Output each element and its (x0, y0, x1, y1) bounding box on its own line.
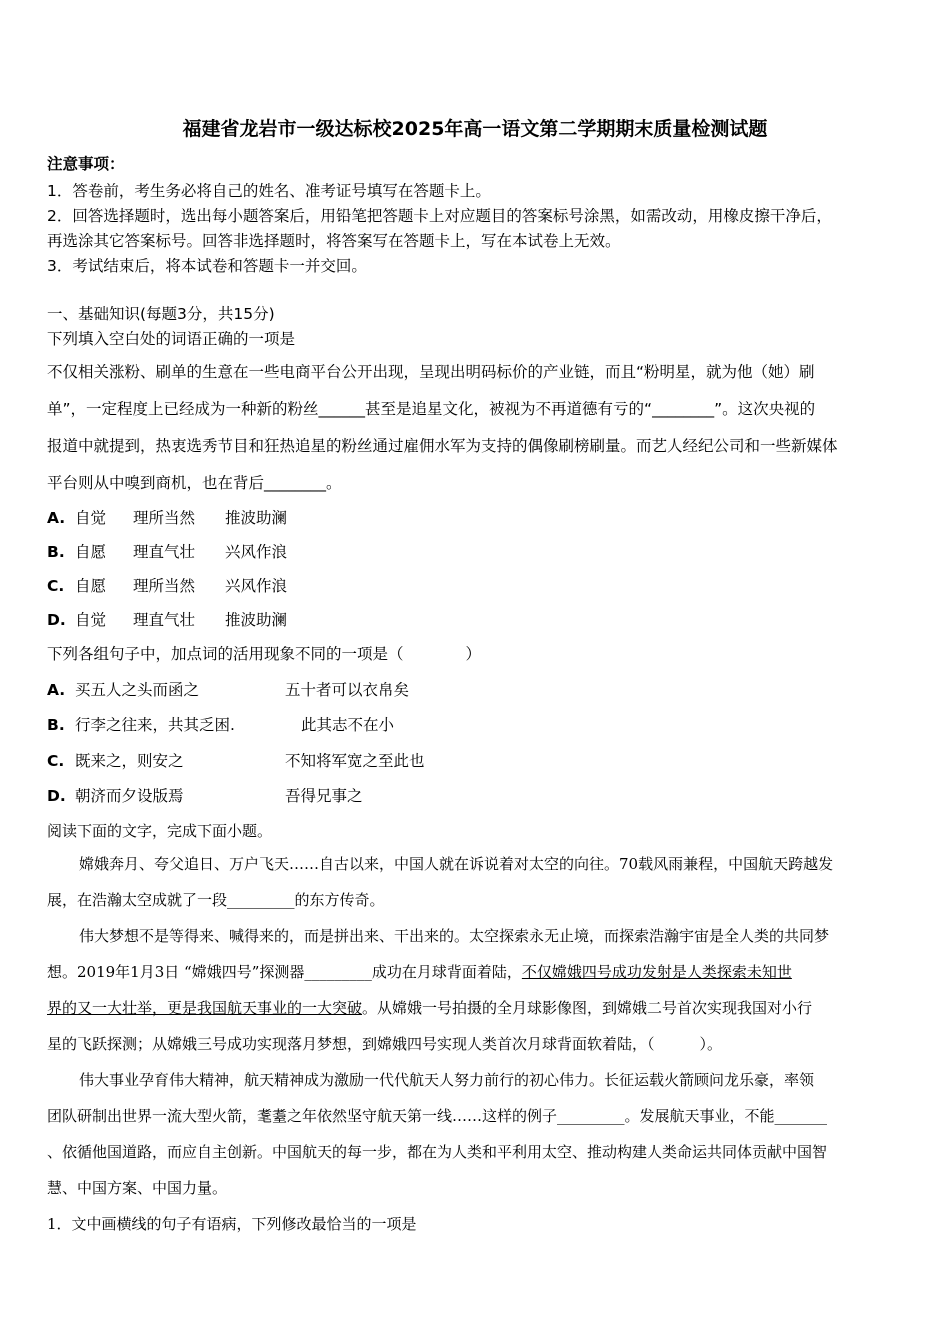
option-sentence: 此其志不在小 (301, 716, 395, 734)
option-sentence: 不知将军宽之至此也 (285, 752, 425, 770)
section-heading: 一、基础知识(每题3分，共15分) (47, 305, 275, 323)
option-a (47, 678, 409, 700)
reading-line: 展，在浩瀚太空成就了一段_________的东方传奇。 (47, 891, 385, 909)
reading-line: 伟大梦想不是等得来、喊得来的，而是拼出来、干出来的。太空探索永无止境，而探索浩瀚宇宙是全人类的共同梦 (79, 927, 830, 945)
option-word: 自愿 (75, 543, 107, 561)
reading-line: 团队研制出世界一流大型火箭，耄耋之年依然坚守航天第一线……这样的例子_________。发展航天事业，不能_______ (47, 1107, 828, 1125)
reading-text: 想。2019年1月3日 “嫦娥四号”探测器_________成功在月球背面着陆， (47, 963, 522, 981)
option-word: 推波助澜 (225, 509, 288, 527)
option-c (47, 749, 425, 771)
option-label: D. (47, 787, 66, 805)
option-sentence: 买五人之头而函之 (75, 681, 200, 699)
option-word: 理直气壮 (133, 543, 196, 561)
reading-intro: 阅读下面的文字，完成下面小题。 (47, 822, 273, 840)
option-b (47, 713, 394, 735)
passage-line: 报道中就提到，热衷选秀节目和狂热追星的粉丝通过雇佣水军为支持的偶像刷榜刷量。而艺人经纪公司和一些新媒体 (47, 437, 838, 455)
notice-item: 1．答卷前，考生务必将自己的姓名、准考证号填写在答题卡上。 (47, 182, 491, 200)
passage-line: 不仅相关涨粉、刷单的生意在一些电商平台公开出现，呈现出明码标价的产业链，而且“粉明星，就为他（她）刷 (47, 363, 815, 381)
option-d (47, 608, 287, 630)
notice-item: 2．回答选择题时，选出每小题答案后，用铅笔把答题卡上对应题目的答案标号涂黑，如需改动，用橡皮擦干净后， (47, 207, 832, 225)
option-label: B. (47, 543, 65, 561)
option-word: 兴风作浪 (225, 543, 288, 561)
option-sentence: 吾得兄事之 (285, 787, 363, 805)
reading-text: 。从嫦娥一号拍摄的全月球影像图，到嫦娥二号首次实现我国对小行 (362, 999, 813, 1017)
option-word: 推波助澜 (225, 611, 288, 629)
option-word: 理所当然 (133, 577, 196, 595)
passage-line: 单”，一定程度上已经成为一种新的粉丝______甚至是追星文化，被视为不再道德有亏的“________”。这次央视的 (47, 400, 816, 418)
option-word: 兴风作浪 (225, 577, 288, 595)
question-stem: 1．文中画横线的句子有语病，下列修改最恰当的一项是 (47, 1215, 417, 1233)
reading-line: 星的飞跃探测；从嫦娥三号成功实现落月梦想，到嫦娥四号实现人类首次月球背面软着陆，（ ）。 (47, 1035, 723, 1053)
question-stem: 下列填入空白处的词语正确的一项是 (47, 330, 296, 348)
option-sentence: 朝济而夕设版焉 (75, 787, 184, 805)
reading-line (47, 961, 792, 982)
underlined-sentence: 界的又一大壮举，更是我国航天事业的一大突破 (47, 999, 363, 1017)
option-a (47, 506, 287, 528)
notice-item: 再选涂其它答案标号。回答非选择题时，将答案写在答题卡上，写在本试卷上无效。 (47, 232, 621, 250)
underlined-sentence: 不仅嫦娥四号成功发射是人类探索未知世 (521, 963, 792, 981)
option-b (47, 540, 287, 562)
exam-title: 福建省龙岩市一级达标校2025年高一语文第二学期期末质量检测试题 (182, 118, 768, 140)
reading-line: 伟大事业孕育伟大精神，航天精神成为激励一代代航天人努力前行的初心伟力。长征运载火箭顾问龙乐豪，率领 (79, 1071, 815, 1089)
option-d (47, 784, 363, 806)
reading-line: 慧、中国方案、中国力量。 (47, 1179, 228, 1197)
option-label: A. (47, 509, 66, 527)
option-sentence: 五十者可以衣帛矣 (285, 681, 410, 699)
option-word: 理直气壮 (133, 611, 196, 629)
option-label: C. (47, 577, 65, 595)
option-label: A. (47, 681, 66, 699)
option-sentence: 行李之往来，共其乏困. (75, 716, 235, 734)
option-c (47, 574, 287, 596)
reading-line: 、依循他国道路，而应自主创新。中国航天的每一步，都在为人类和平利用太空、推动构建人类命运共同体贡献中国智 (47, 1143, 828, 1161)
option-word: 自愿 (75, 577, 107, 595)
notice-item: 3．考试结束后，将本试卷和答题卡一并交回。 (47, 257, 367, 275)
question-stem: 下列各组句子中，加点词的活用现象不同的一项是（ ） (47, 645, 482, 663)
option-label: C. (47, 752, 65, 770)
reading-line: 嫦娥奔月、夸父追日、万户飞天……自古以来，中国人就在诉说着对太空的向往。70载风雨兼程，中国航天跨越发 (79, 855, 834, 873)
notice-heading: 注意事项： (47, 155, 125, 173)
option-label: B. (47, 716, 65, 734)
option-sentence: 既来之，则安之 (75, 752, 184, 770)
reading-line (47, 997, 812, 1018)
option-word: 自觉 (75, 611, 107, 629)
passage-line: 平台则从中嗅到商机，也在背后________。 (47, 474, 342, 492)
option-label: D. (47, 611, 66, 629)
option-word: 自觉 (75, 509, 107, 527)
option-word: 理所当然 (133, 509, 196, 527)
